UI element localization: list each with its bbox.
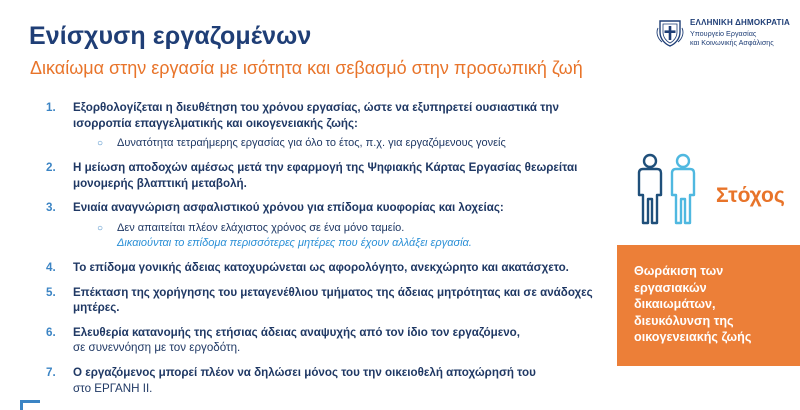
item-text: Η μείωση αποδοχών αμέσως μετά την εφαρμογή της Ψηφιακής Κάρτας Εργασίας θεωρείται μονομερής βλαπτική μεταβολή. — [73, 161, 578, 190]
measures-list — [46, 100, 606, 396]
list-item — [46, 260, 606, 276]
sub-item-note: Δικαιούνται το επίδομα περισσότερες μητέρες που έχουν αλλάξει εργασία. — [117, 236, 472, 249]
goal-text: Θωράκιση των εργασιακών δικαιωμάτων, διευκόλυνση της οικογενειακής ζωής — [634, 264, 752, 345]
item-number: 1. — [46, 101, 56, 114]
item-text-continuation: σε συνεννόηση με τον εργοδότη. — [73, 341, 241, 355]
list-item — [46, 365, 606, 396]
logo-ministry-line1: Υπουργείο Εργασίας — [690, 29, 757, 38]
item-number: 7. — [46, 365, 56, 379]
item-text: Το επίδομα γονικής άδειας κατοχυρώνεται ως αφορολόγητο, ανεκχώρητο και ακατάσχετο. — [73, 260, 569, 274]
list-item — [46, 100, 606, 151]
logo-country-label: ΕΛΛΗΝΙΚΗ ΔΗΜΟΚΡΑΤΙΑ — [690, 18, 790, 27]
item-text: Ελευθερία κατανομής της ετήσιας άδειας αναψυχής από τον ίδιο τον εργαζόμενο, — [73, 325, 520, 339]
item-number: 6. — [46, 325, 56, 339]
page-subtitle: Δικαίωμα στην εργασία με ισότητα και σεβασμό στην προσωπική ζωή — [30, 58, 583, 78]
two-people-icon — [628, 153, 708, 225]
sub-item — [73, 221, 606, 251]
ministry-logo — [656, 18, 790, 48]
list-item — [46, 325, 606, 356]
sub-item — [73, 136, 606, 151]
item-text: Εξορθολογίζεται η διευθέτηση του χρόνου εργασίας, ώστε να εξυπηρετεί ουσιαστικά την ισορροπία επαγγελματικής και οικογενειακής ζωής: — [73, 101, 559, 130]
list-item — [46, 160, 606, 191]
circle-bullet-icon: ○ — [97, 138, 104, 150]
item-text: Ενιαία αναγνώριση ασφαλιστικού χρόνου για επίδομα κυοφορίας και λοχείας: — [73, 201, 504, 215]
page-title: Ενίσχυση εργαζομένων — [29, 22, 312, 50]
corner-decoration — [20, 400, 40, 410]
sub-item-text: Δυνατότητα τετραήμερης εργασίας για όλο το έτος, π.χ. για εργαζόμενους γονείς — [117, 137, 506, 150]
item-text-continuation: στο ΕΡΓΑΝΗ ΙΙ. — [73, 381, 153, 395]
item-number: 3. — [46, 201, 56, 215]
goal-label: Στόχος — [716, 184, 785, 207]
sub-item-text: Δεν απαιτείται πλέον ελάχιστος χρόνος σε ένα μόνο ταμείο. — [117, 221, 405, 234]
item-number: 5. — [46, 285, 56, 299]
item-text: Ο εργαζόμενος μπορεί πλέον να δηλώσει μόνος του την οικειοθελή αποχώρησή του — [73, 365, 536, 379]
list-item — [46, 285, 606, 316]
list-item — [46, 200, 606, 251]
greek-coat-of-arms-icon — [656, 18, 684, 48]
item-number: 2. — [46, 161, 56, 175]
item-number: 4. — [46, 260, 56, 274]
circle-bullet-icon: ○ — [97, 222, 104, 234]
logo-ministry-line2: και Κοινωνικής Ασφάλισης — [690, 38, 774, 47]
item-text: Επέκταση της χορήγησης του μεταγενέθλιου τμήματος της άδειας μητρότητας και σε ανάδοχες μητέρες. — [73, 285, 593, 315]
